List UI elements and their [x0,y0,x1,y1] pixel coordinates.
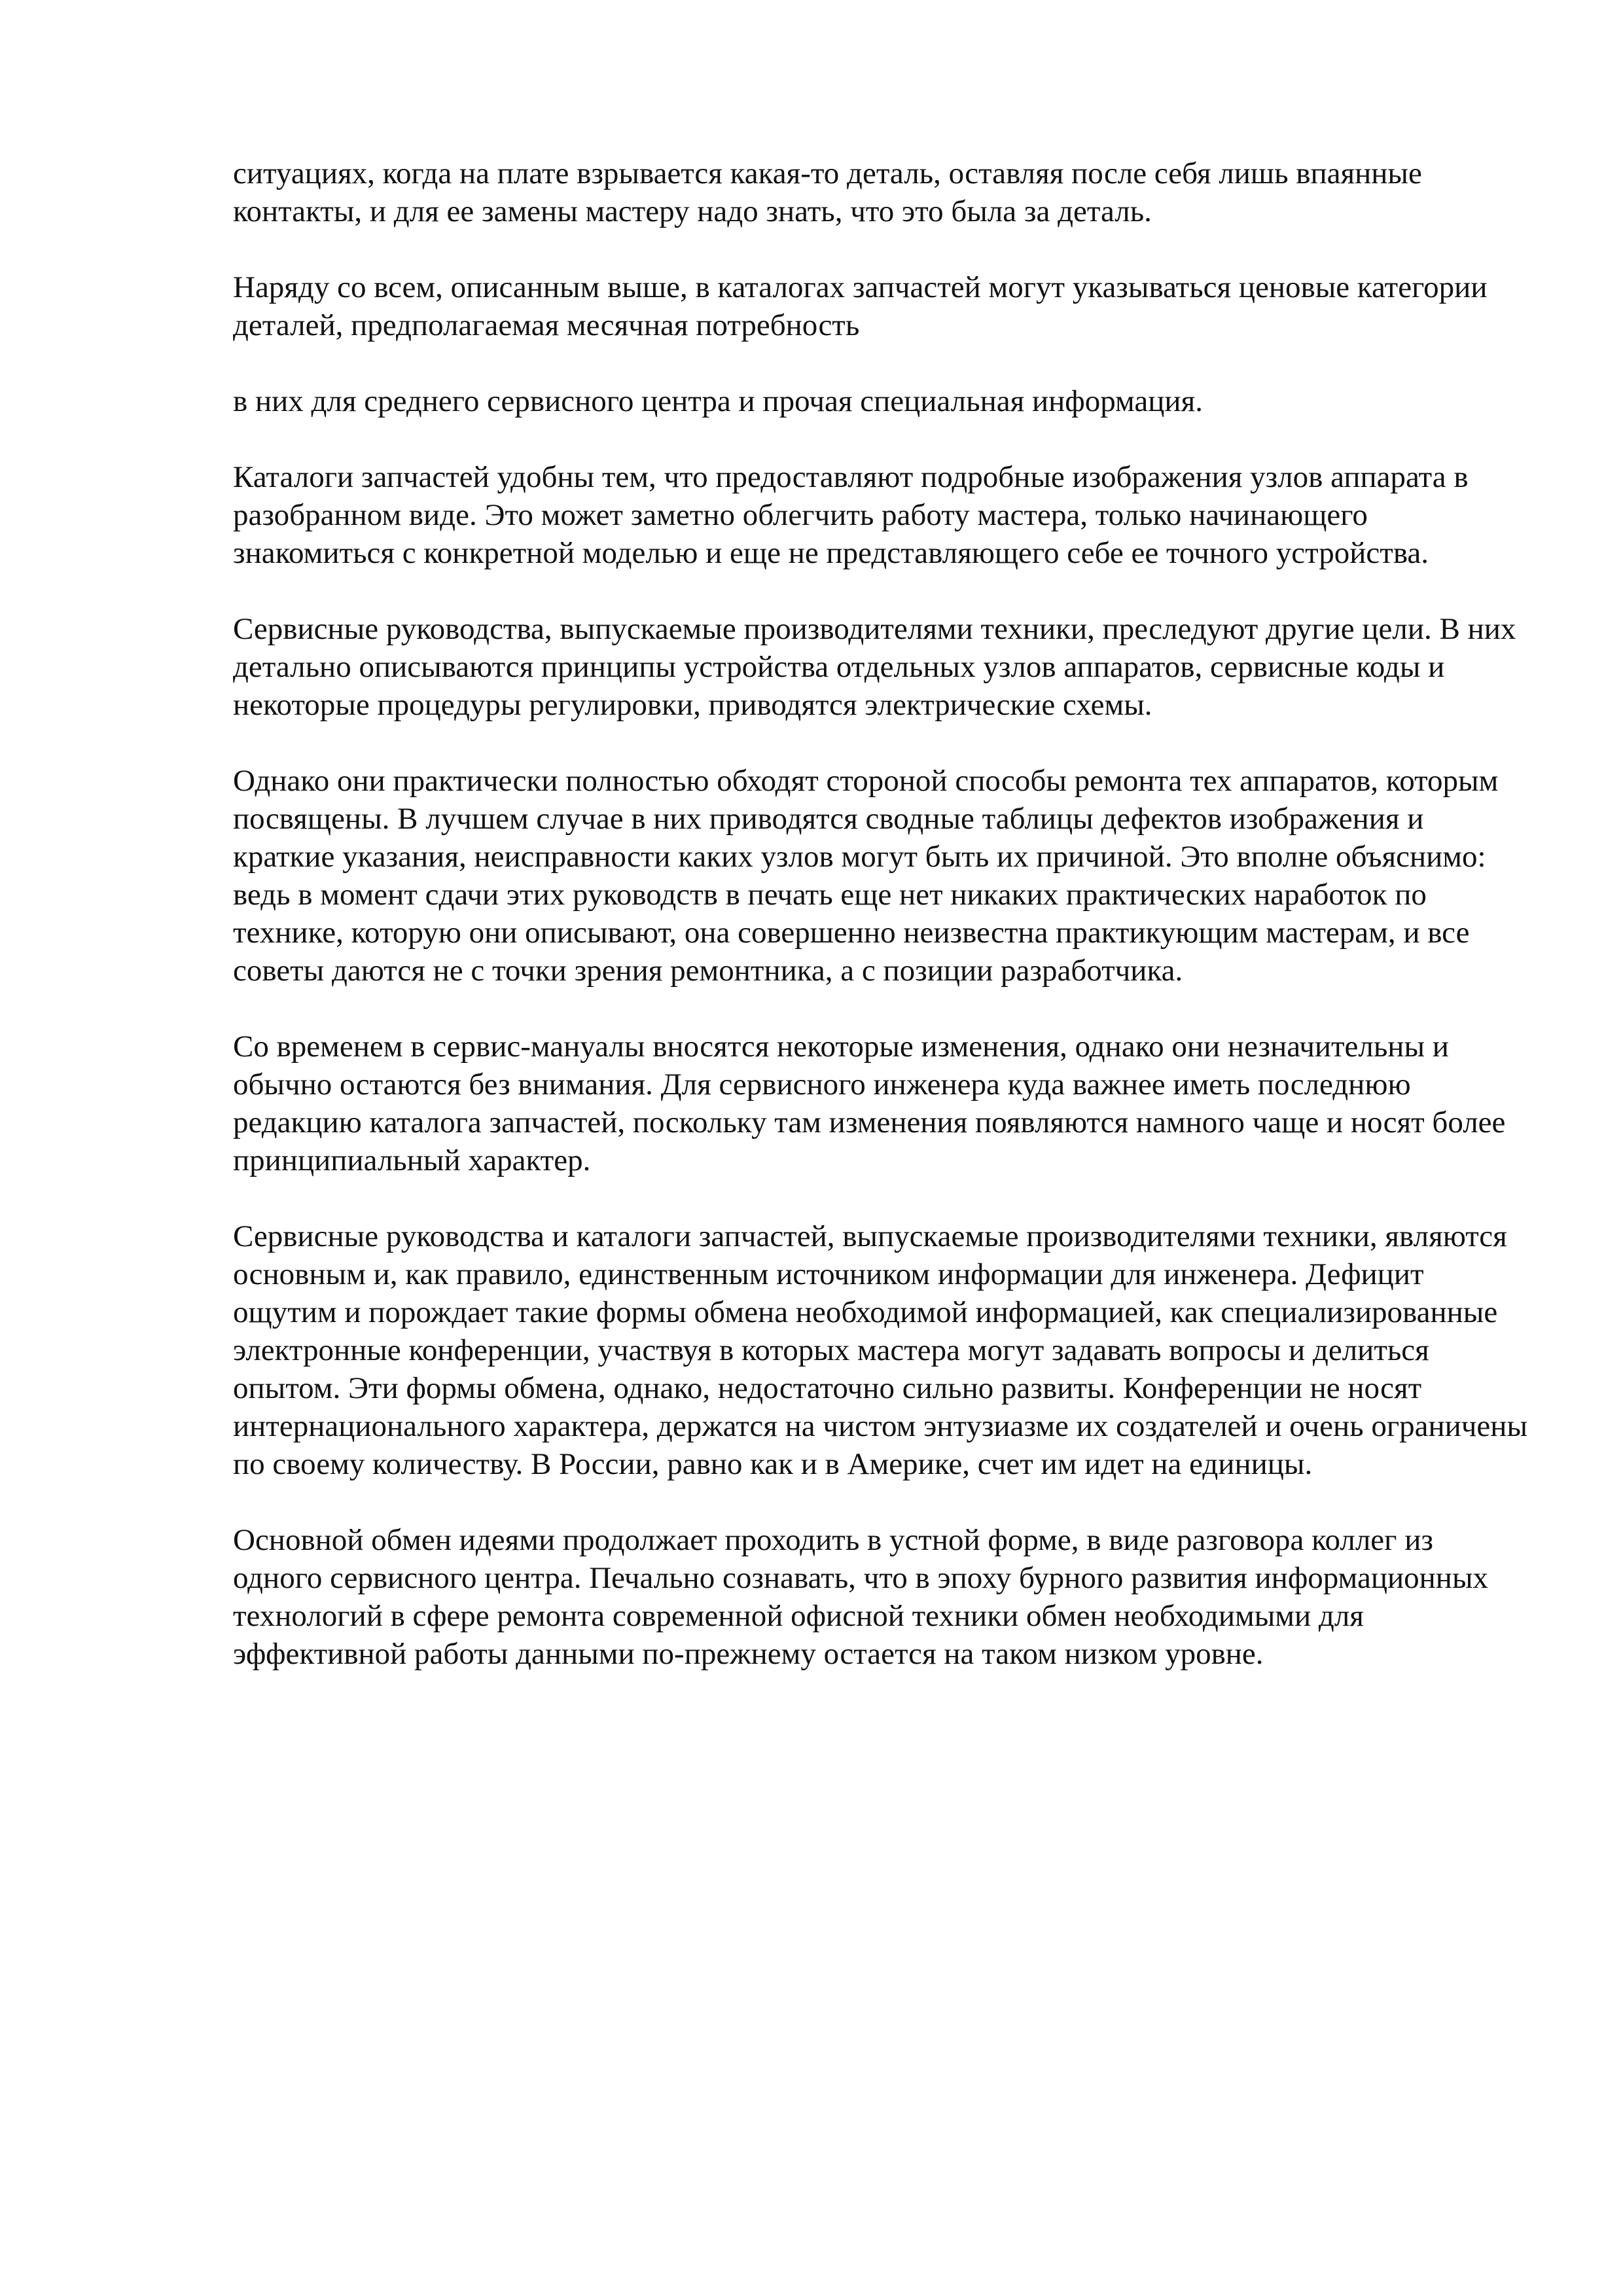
document-body [233,154,1529,1711]
paragraph-1: ситуациях, когда на плате взрывается какая-то деталь, оставляя после себя лишь впаянные контакты, и для ее замены мастеру надо знать, что это была за деталь. [233,156,1422,228]
paragraph-7: Со временем в сервис-мануалы вносятся некоторые изменения, однако они незначительны и обычно остаются без внимания. Для сервисного инженера куда важнее иметь последнюю редакцию каталога запчастей, поскольку там изменения появляются намного чаще и носят более принципиальный характер. [233,1030,1506,1177]
paragraph-8: Сервисные руководства и каталоги запчастей, выпускаемые производителями техники, являются основным и, как правило, единственным источником информации для инженера. Дефицит ощутим и порождает такие формы обмена необходимой информацией, как специализированные электронные конференции, участвуя в которых мастера могут задавать вопросы и делиться опытом. Эти формы обмена, однако, недостаточно сильно развиты. Конференции не носят интернационального характера, держатся на чистом энтузиазме их создателей и очень ограничены по своему количеству. В России, равно как и в Америке, счет им идет на единицы. [233,1219,1528,1481]
paragraph-2: Наряду со всем, описанным выше, в каталогах запчастей могут указываться ценовые категории деталей, предполагаемая месячная потребность [233,270,1488,342]
paragraph-5: Сервисные руководства, выпускаемые производителями техники, преследуют другие цели. В них детально описываются принципы устройства отдельных узлов аппаратов, сервисные коды и некоторые процедуры регулировки, приводятся электрические схемы. [233,612,1516,722]
paragraph-4: Каталоги запчастей удобны тем, что предоставляют подробные изображения узлов аппарата в разобранном виде. Это может заметно облегчить работу мастера, только начинающего знакомиться с конкретной моделью и еще не представляющего себе ее точного устройства. [233,460,1469,570]
paragraph-6: Однако они практически полностью обходят стороной способы ремонта тех аппаратов, которым посвящены. В лучшем случае в них приводятся сводные таблицы дефектов изображения и краткие указания, неисправности каких узлов могут быть их причиной. Это вполне объяснимо: ведь в момент сдачи этих руководств в печать еще нет никаких практических наработок по технике, которую они описывают, она совершенно неизвестна практикующим мастерам, и все советы даются не с точки зрения ремонтника, а с позиции разработчика. [233,764,1499,988]
paragraph-9: Основной обмен идеями продолжает проходить в устной форме, в виде разговора коллег из одного сервисного центра. Печально сознавать, что в эпоху бурного развития информационных технологий в сфере ремонта современной офисной техники обмен необходимыми для эффективной работы данными по-прежнему остается на таком низком уровне. [233,1523,1489,1671]
paragraph-3: в них для среднего сервисного центра и прочая специальная информация. [233,384,1203,418]
